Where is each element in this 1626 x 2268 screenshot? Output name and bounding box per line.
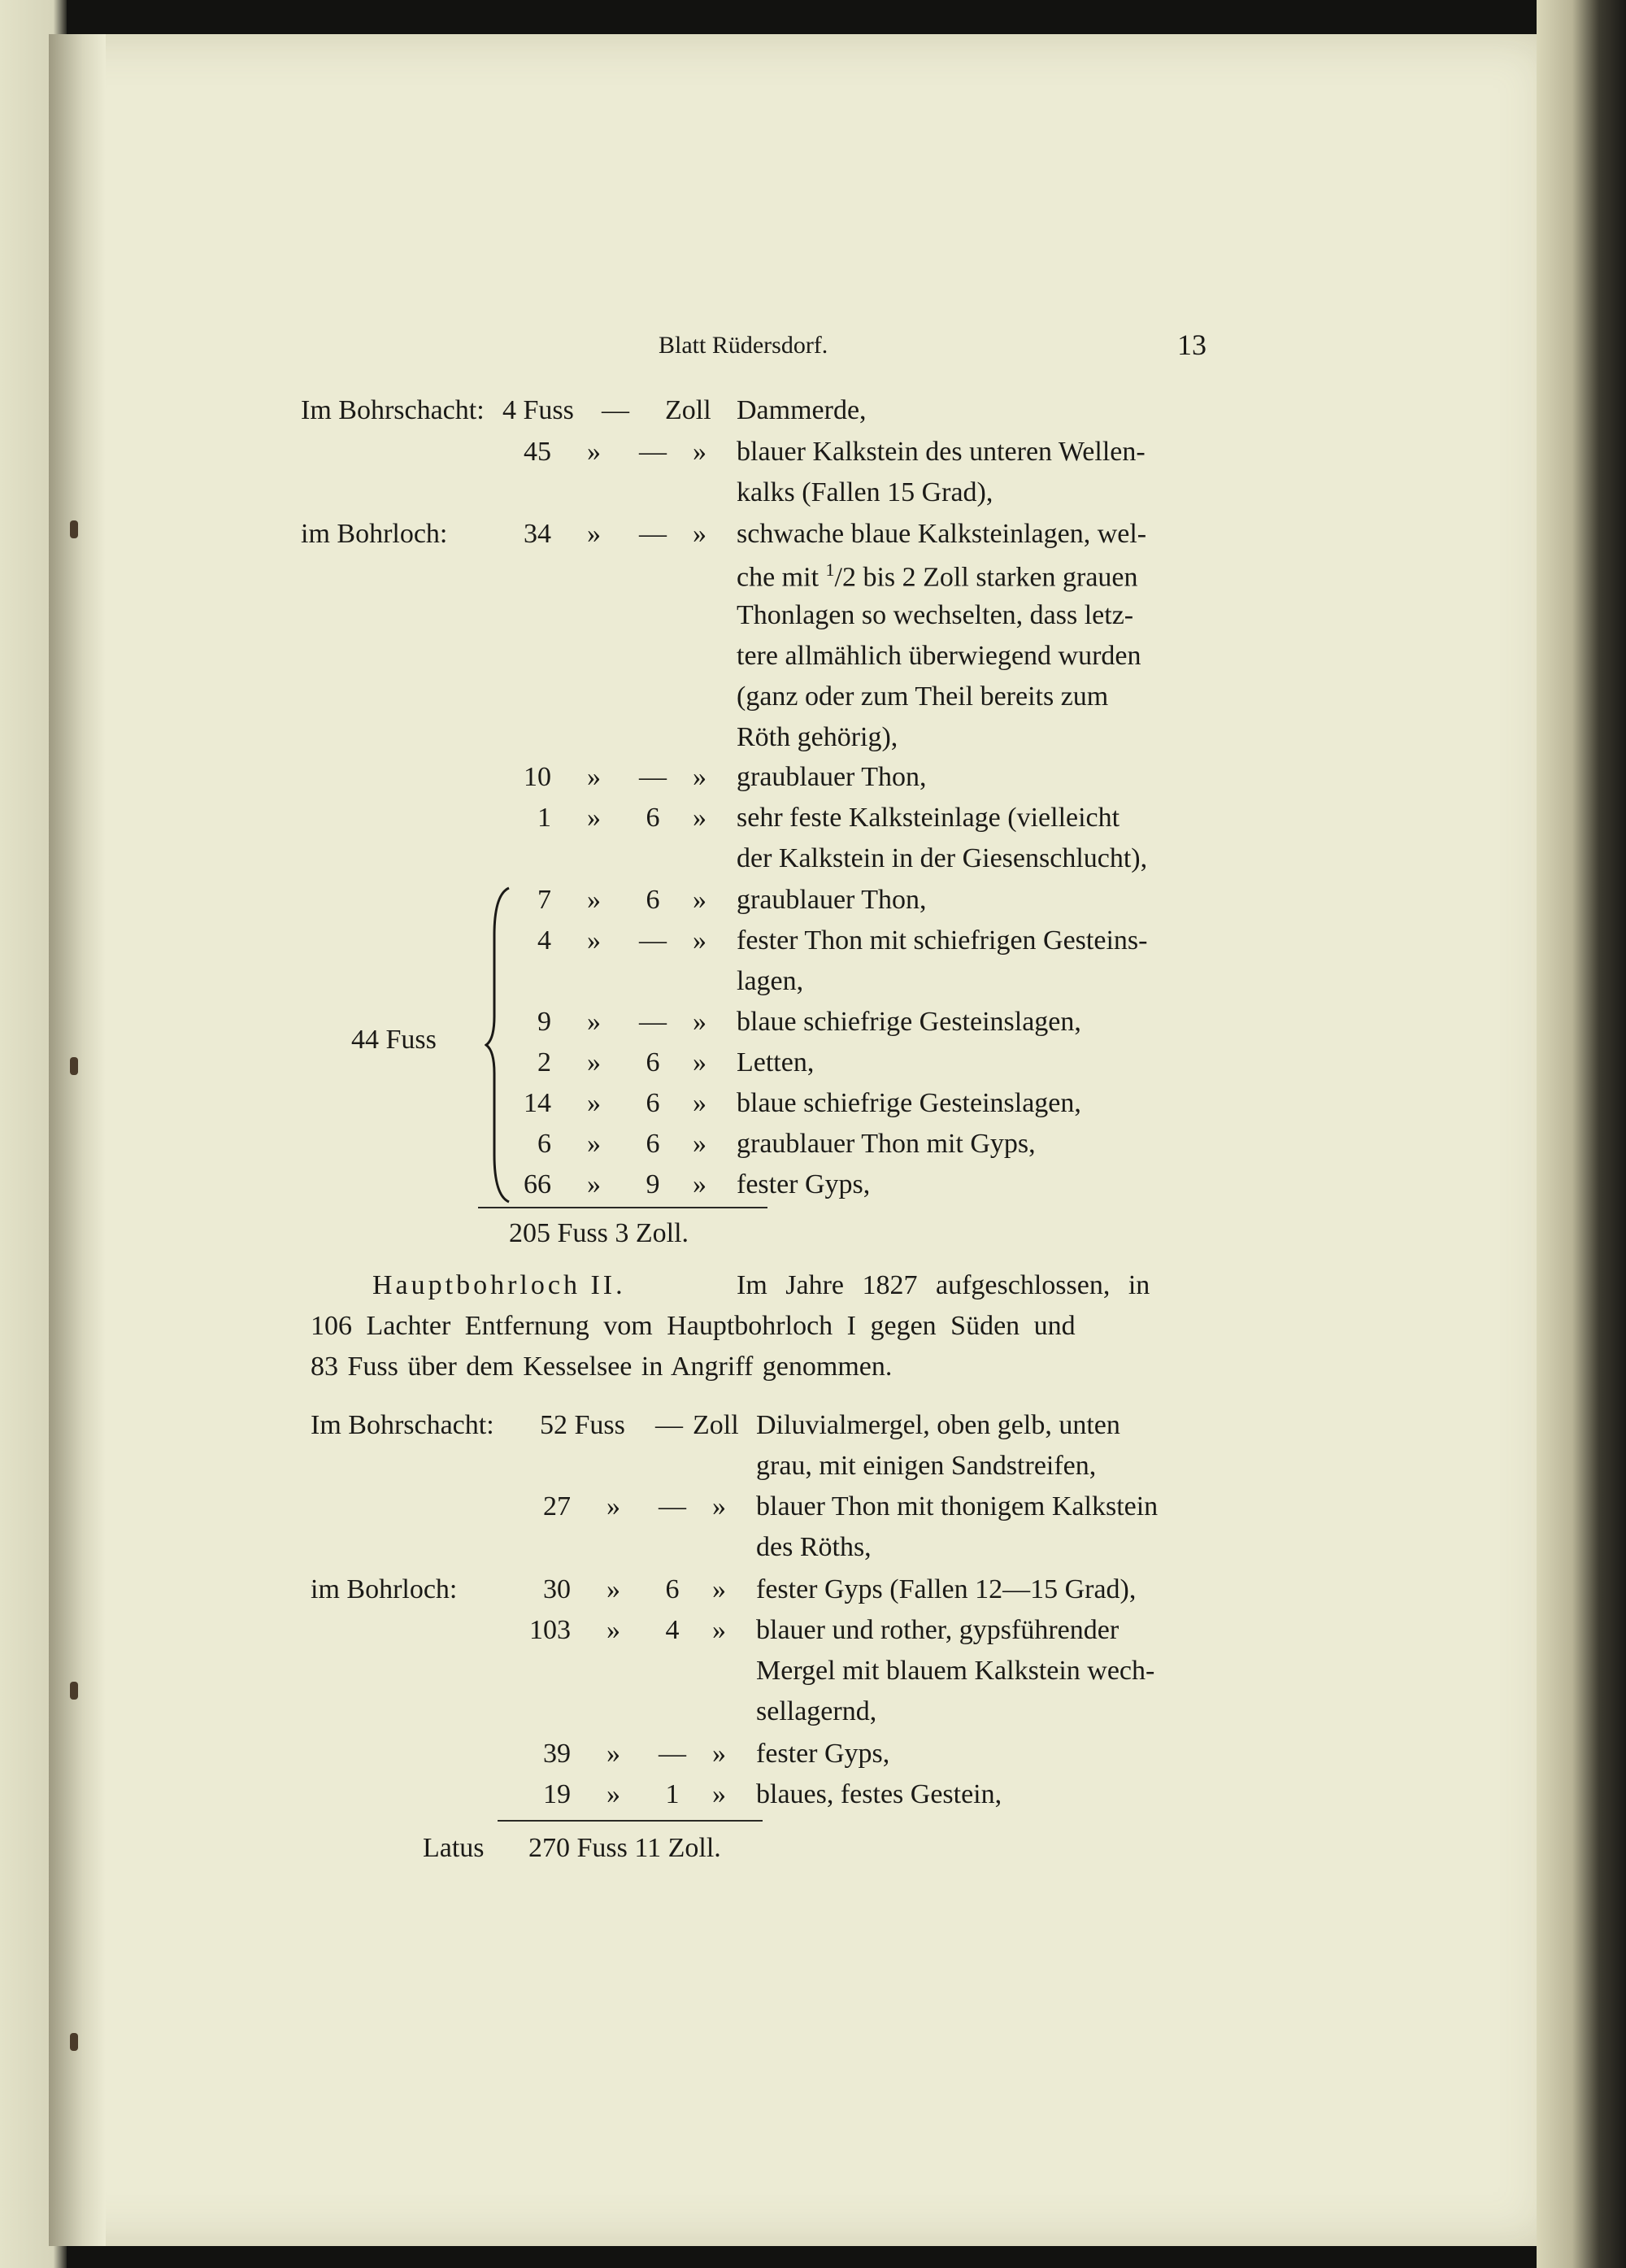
row-text: fester Thon mit schiefrigen Gesteins- [737,925,1148,956]
page-number: 13 [1177,329,1206,361]
fraction-denominator: /2 [834,562,856,593]
row-text: Dammerde, [737,395,867,425]
ditto-mark: » [606,1574,620,1604]
ditto-mark: » [587,1169,601,1199]
row-fuss: 52 Fuss [540,1410,625,1440]
row-text: blaue schiefrige Gesteinslagen, [737,1088,1081,1118]
ditto-mark: » [693,1088,706,1118]
row-zoll: — [639,925,667,956]
ditto-mark: » [587,519,601,549]
row-fuss: 66 [524,1169,551,1199]
ditto-mark: » [693,1169,706,1199]
row-text: fester Gyps, [756,1739,890,1769]
binding-stitch [70,1682,78,1700]
ditto-mark: » [587,885,601,915]
row-zoll: 4 [665,1615,680,1645]
row-zoll: 6 [646,885,660,915]
row-fuss: 6 [537,1129,551,1159]
row-text [737,561,1138,591]
row-fuss: 103 [529,1615,571,1645]
ditto-mark: » [693,1007,706,1037]
row-text: Thonlagen so wechselten, dass letz- [737,600,1134,630]
paragraph-line: Im Jahre 1827 aufgeschlossen, in [737,1270,1150,1300]
row-text: blauer Thon mit thonigem Kalkstein [756,1491,1159,1521]
row-text: des Röths, [756,1532,872,1562]
ditto-mark: » [712,1574,726,1604]
binding-stitch [70,1057,78,1075]
ditto-mark: » [606,1779,620,1809]
row-text: blaues, festes Gestein, [756,1779,1002,1809]
row-zoll: — [659,1491,686,1521]
row-zoll: — [659,1739,686,1769]
row-text: graublauer Thon, [737,885,927,915]
ditto-mark: » [587,1088,601,1118]
row-text: schwache blaue Kalksteinlagen, wel- [737,519,1147,549]
ditto-mark: » [712,1779,726,1809]
row-text: tere allmählich überwiegend wurden [737,641,1141,671]
row-text: blauer Kalkstein des unteren Wellen- [737,437,1146,467]
row-text: graublauer Thon, [737,762,927,792]
row-fuss: 27 [543,1491,571,1521]
row-zoll: — [639,1007,667,1037]
ditto-mark: » [606,1491,620,1521]
row-text: blauer und rother, gypsführender [756,1615,1120,1645]
row-dash: — [655,1410,683,1440]
ditto-mark: » [587,1007,601,1037]
row-text: kalks (Fallen 15 Grad), [737,477,993,507]
ditto-mark: » [693,803,706,833]
row-fuss: 39 [543,1739,571,1769]
row-dash: — [602,395,629,425]
row-zoll-header: Zoll [665,395,711,425]
ditto-mark: » [693,885,706,915]
ditto-mark: » [693,1129,706,1159]
ditto-mark: » [712,1739,726,1769]
bracket-label: 44 Fuss [351,1025,437,1055]
ditto-mark: » [587,1047,601,1077]
row-fuss: 10 [524,762,551,792]
sum-rule [478,1207,767,1208]
row-zoll: 1 [665,1779,680,1809]
section2-total: 270 Fuss 11 Zoll. [528,1833,721,1863]
heading-text: Hauptbohrloch II. [372,1270,626,1300]
row-text: Diluvialmergel, oben gelb, unten [756,1410,1120,1440]
ditto-mark: » [693,762,706,792]
label-bohrloch: im Bohrloch: [301,519,448,549]
paragraph-heading [372,1272,626,1299]
page-gutter [49,34,106,2246]
row-text: Röth gehörig), [737,722,898,752]
paragraph-line: 106 Lachter Entfernung vom Hauptbohrloch I gegen Süden und [311,1311,1076,1341]
ditto-mark: » [587,762,601,792]
binding-stitch [70,2033,78,2051]
row-text: Letten, [737,1047,815,1077]
row-fuss: 4 [537,925,551,956]
row-zoll: 6 [646,1088,660,1118]
row-text: sellagernd, [756,1696,877,1726]
row-text: graublauer Thon mit Gyps, [737,1129,1036,1159]
label-bohrschacht: Im Bohrschacht: [311,1410,494,1440]
fraction-numerator: 1 [825,559,835,580]
ditto-mark: » [693,925,706,956]
row-zoll: 6 [646,1129,660,1159]
ditto-mark: » [606,1739,620,1769]
ditto-mark: » [693,1047,706,1077]
ditto-mark: » [606,1615,620,1645]
ditto-mark: » [587,437,601,467]
page-fore-edge [1537,0,1626,2268]
ditto-mark: » [587,925,601,956]
row-zoll: — [639,437,667,467]
row-fuss: 9 [537,1007,551,1037]
row-text: Mergel mit blauem Kalkstein wech- [756,1656,1155,1686]
row-text: lagen, [737,966,804,996]
paragraph-line: 83 Fuss über dem Kesselsee in Angriff genommen. [311,1352,893,1382]
row-zoll: — [639,762,667,792]
ditto-mark: » [693,437,706,467]
row-text: grau, mit einigen Sandstreifen, [756,1451,1097,1481]
row-fuss: 4 Fuss [502,395,574,425]
row-text: fester Gyps (Fallen 12—15 Grad), [756,1574,1137,1604]
row-zoll-header: Zoll [693,1410,739,1440]
row-text: blaue schiefrige Gesteinslagen, [737,1007,1081,1037]
row-fuss: 1 [537,803,551,833]
row-fuss: 7 [537,885,551,915]
ditto-mark: » [693,519,706,549]
label-bohrschacht: Im Bohrschacht: [301,395,485,425]
running-title: Blatt Rüdersdorf. [659,332,828,359]
ditto-mark: » [587,1129,601,1159]
row-zoll: 9 [646,1169,660,1199]
row-fuss: 30 [543,1574,571,1604]
row-fuss: 14 [524,1088,551,1118]
ditto-mark: » [712,1491,726,1521]
ditto-mark: » [587,803,601,833]
row-zoll: 6 [665,1574,680,1604]
row-zoll: — [639,519,667,549]
row-text-part: che mit [737,562,826,593]
row-fuss: 19 [543,1779,571,1809]
binding-stitch [70,520,78,538]
row-text: fester Gyps, [737,1169,871,1199]
row-zoll: 6 [646,803,660,833]
row-fuss: 45 [524,437,551,467]
row-fuss: 2 [537,1047,551,1077]
section1-total: 205 Fuss 3 Zoll. [509,1218,689,1248]
row-fuss: 34 [524,519,551,549]
row-text: (ganz oder zum Theil bereits zum [737,681,1109,712]
row-text-part: bis 2 Zoll starken grauen [855,562,1138,593]
sum-rule [498,1820,763,1822]
ditto-mark: » [712,1615,726,1645]
row-text: der Kalkstein in der Giesenschlucht), [737,843,1148,873]
label-bohrloch: im Bohrloch: [311,1574,458,1604]
row-zoll: 6 [646,1047,660,1077]
row-text: sehr feste Kalksteinlage (vielleicht [737,803,1120,833]
latus-label: Latus [423,1833,485,1863]
